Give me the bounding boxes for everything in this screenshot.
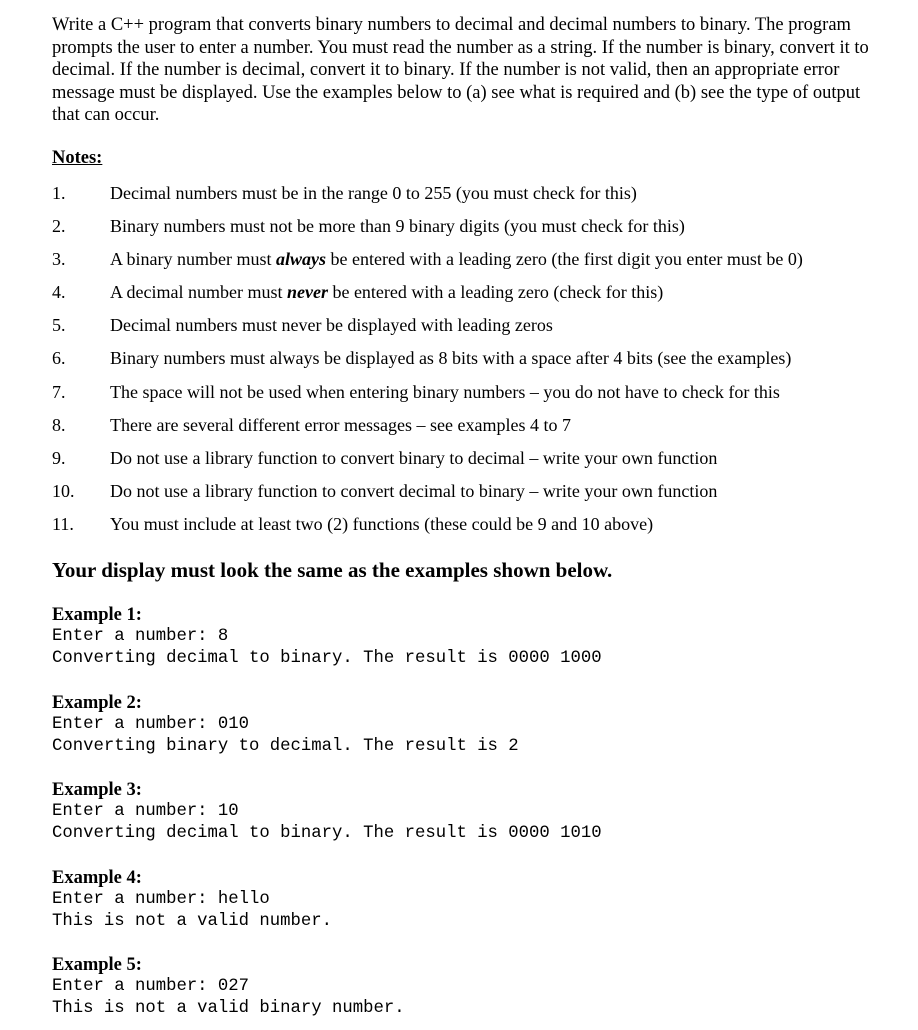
note-emphasis: write your own function <box>542 447 718 468</box>
note-run: Decimal numbers must never be displayed with leading zeros <box>110 315 553 336</box>
note-item <box>52 414 882 447</box>
note-run: Binary numbers must not be more than 9 binary digits (you must check for this) <box>110 216 685 237</box>
note-item <box>52 182 882 215</box>
example-input-line: Enter a number: hello <box>52 890 270 909</box>
intro-paragraph: Write a C++ program that converts binary numbers to decimal and decimal numbers to binary. The program prompts the user to enter a number. You must read the number as a string. If the number is binary, convert it to decimal. If the number is decimal, convert it to binary. If the number is not valid, then an appropriate error message must be displayed. Use the examples below to (a) see what is required and (b) see the type of output that can occur. <box>52 15 869 125</box>
note-text <box>110 248 803 270</box>
note-item <box>52 314 882 347</box>
display-heading: Your display must look the same as the examples shown below. <box>52 558 613 582</box>
note-number: 11. <box>52 513 74 534</box>
note-emphasis: least two (2) functions <box>258 513 420 534</box>
note-item <box>52 480 882 513</box>
note-run: Binary numbers must always be displayed as 8 bits with a space after 4 bits (see the examples) <box>110 348 792 369</box>
note-number: 7. <box>52 381 66 402</box>
example-title: Example 1: <box>52 605 142 625</box>
note-number: 6. <box>52 348 66 369</box>
note-item <box>52 347 882 380</box>
note-text <box>110 215 685 237</box>
note-number: 4. <box>52 282 66 303</box>
example-input-line: Enter a number: 10 <box>52 802 239 821</box>
note-text <box>110 281 663 303</box>
note-run: There are several different error messages – see examples 4 to 7 <box>110 414 571 435</box>
example-output-line: Converting binary to decimal. The result is 2 <box>52 737 519 756</box>
note-run: You must include at <box>110 513 259 534</box>
note-run: (these could be 9 and 10 above) <box>419 513 654 534</box>
note-run: A binary number must <box>110 249 276 270</box>
example-4 <box>52 867 332 933</box>
note-text <box>110 182 637 204</box>
note-number: 5. <box>52 315 66 336</box>
note-run: be entered with a leading zero (the first digit you enter must be 0) <box>326 249 803 270</box>
note-emphasis: never <box>286 282 328 303</box>
note-item <box>52 281 882 314</box>
note-run: Decimal numbers must be in the range 0 to 255 (you must check for this) <box>110 183 637 203</box>
note-item <box>52 248 882 281</box>
note-text <box>110 480 717 502</box>
note-text <box>110 381 780 403</box>
note-number: 2. <box>52 216 66 237</box>
example-output-line: Converting decimal to binary. The result is 0000 1000 <box>52 649 602 668</box>
note-number: 9. <box>52 447 66 468</box>
note-number: 8. <box>52 414 66 435</box>
note-item <box>52 381 882 414</box>
example-3 <box>52 779 602 845</box>
note-item <box>52 447 882 480</box>
note-number: 10. <box>52 480 75 501</box>
note-run: Do not use a library function to convert binary to decimal – <box>110 447 543 468</box>
note-run: A decimal number must <box>110 282 287 303</box>
example-output-line: This is not a valid binary number. <box>52 999 405 1018</box>
assignment-document <box>52 14 872 1018</box>
note-item <box>52 215 882 248</box>
notes-list <box>52 182 882 546</box>
note-text <box>110 447 717 469</box>
example-title: Example 3: <box>52 780 142 800</box>
example-1 <box>52 604 602 670</box>
note-item <box>52 513 882 546</box>
example-output-line: Converting decimal to binary. The result is 0000 1010 <box>52 824 602 843</box>
note-number: 3. <box>52 249 66 270</box>
note-text <box>110 314 553 336</box>
note-emphasis: always <box>275 249 326 270</box>
example-input-line: Enter a number: 027 <box>52 977 250 996</box>
note-run: The space will not be used when entering binary numbers – you do not have to check for this <box>110 381 780 402</box>
note-text <box>110 347 791 369</box>
example-title: Example 2: <box>52 693 142 713</box>
note-run: be entered with a leading zero (check for this) <box>327 282 664 303</box>
example-title: Example 5: <box>52 955 142 975</box>
note-run: Do not use a library function to convert decimal to binary – <box>110 480 543 501</box>
note-emphasis: write your own function <box>542 480 718 501</box>
example-input-line: Enter a number: 010 <box>52 715 250 734</box>
note-text <box>110 414 571 436</box>
example-input-line: Enter a number: 8 <box>52 627 229 646</box>
example-title: Example 4: <box>52 868 142 888</box>
notes-heading: Notes: <box>52 148 103 168</box>
note-text <box>110 513 653 535</box>
note-number: 1. <box>52 183 66 203</box>
example-2 <box>52 692 519 758</box>
example-output-line: This is not a valid number. <box>52 912 333 931</box>
example-5 <box>52 954 405 1020</box>
